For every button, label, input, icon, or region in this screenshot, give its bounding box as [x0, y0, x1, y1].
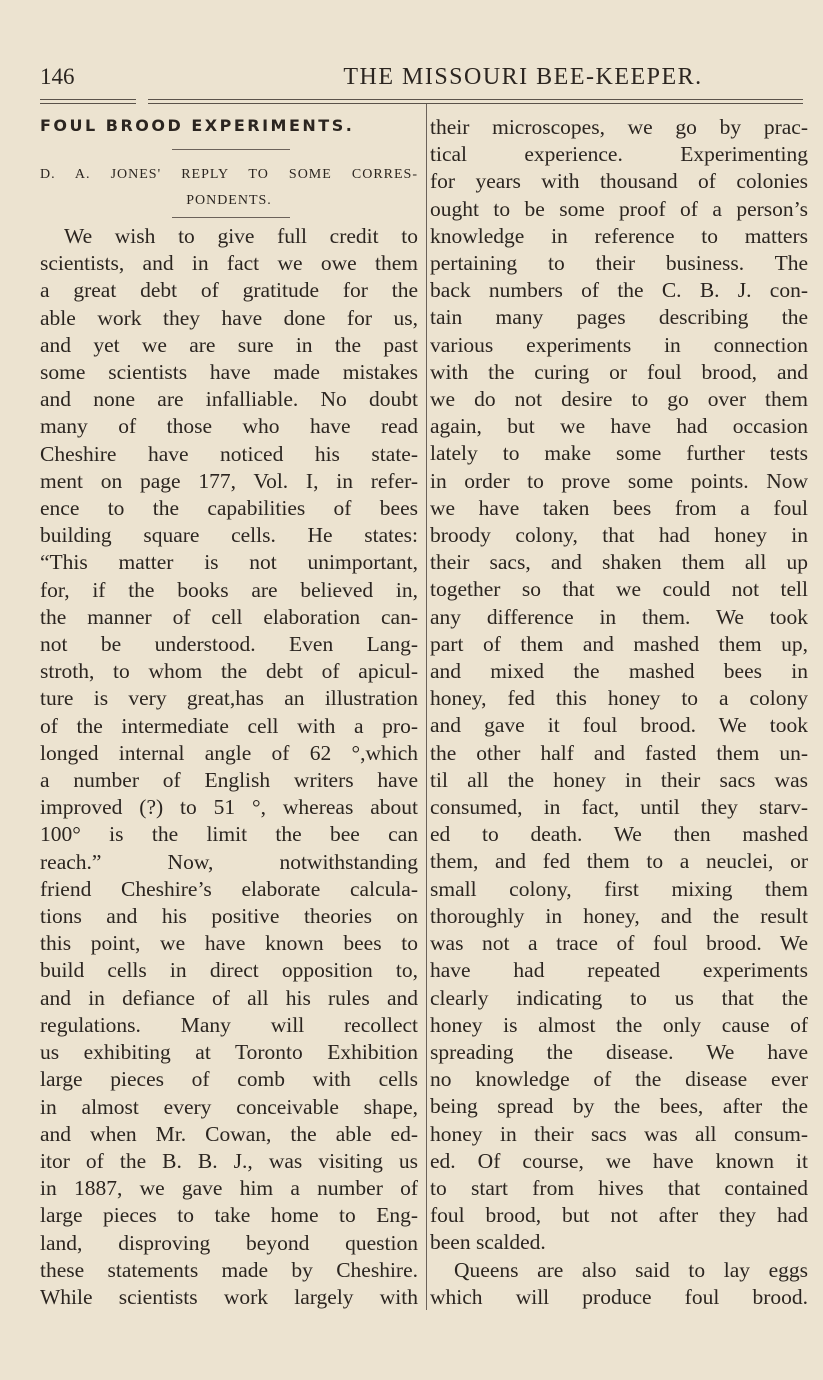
text-line: have had repeated experiments [430, 958, 808, 983]
text-line: ture is very great,has an illustration [40, 686, 418, 711]
text-line: large pieces of comb with cells [40, 1067, 418, 1092]
text-line: their microscopes, we go by prac- [430, 115, 808, 139]
text-line: spreading the disease. We have [430, 1039, 808, 1064]
text-line: tions and his positive theories on [40, 904, 418, 929]
text-line: foul brood, but not after they had [430, 1203, 808, 1228]
text-line: a number of English writers have [40, 768, 418, 793]
text-line: ment on page 177, Vol. I, in refer- [40, 468, 418, 493]
text-line: part of them and mashed them up, [430, 631, 808, 656]
text-line: building square cells. He states: [40, 523, 418, 548]
text-line: thoroughly in honey, and the result [430, 903, 808, 928]
header-rule-top-left [40, 99, 136, 100]
text-line: any difference in them. We took [430, 604, 808, 629]
text-line: for, if the books are believed in, [40, 577, 418, 602]
text-line: for years with thousand of colonies [430, 169, 808, 194]
text-line: no knowledge of the disease ever [430, 1067, 808, 1092]
text-line: able work they have done for us, [40, 305, 418, 330]
page-number: 146 [40, 64, 75, 89]
text-line: ed. Of course, we have known it [430, 1148, 808, 1173]
text-line: regulations. Many will recollect [40, 1012, 418, 1037]
text-line: was not a trace of foul brood. We [430, 931, 808, 956]
text-line: longed internal angle of 62 °,which [40, 740, 418, 765]
text-line: we have taken bees from a foul [430, 495, 808, 520]
text-line: various experiments in connection [430, 332, 808, 357]
text-line: we do not desire to go over them [430, 387, 808, 412]
text-line: the other half and fasted them un- [430, 740, 808, 765]
text-line: broody colony, that had honey in [430, 523, 808, 548]
text-line: clearly indicating to us that the [430, 985, 808, 1010]
text-line: stroth, to whom the debt of apicul- [40, 659, 418, 684]
text-line: with the curing or foul brood, and [430, 359, 808, 384]
text-line: improved (?) to 51 °, whereas about [40, 795, 418, 820]
byline-line-1: D. A. JONES' REPLY TO SOME CORRES- [40, 167, 418, 182]
text-line: We wish to give full credit to [64, 224, 418, 248]
text-line: which will produce foul brood. [430, 1284, 808, 1309]
text-line: and none are infalliable. No doubt [40, 387, 418, 412]
text-line: back numbers of the C. B. J. con- [430, 278, 808, 303]
text-line: a great debt of gratitude for the [40, 278, 418, 303]
text-line: being spread by the bees, after the [430, 1094, 808, 1119]
text-line: these statements made by Cheshire. [40, 1257, 418, 1282]
text-line: Cheshire have noticed his state- [40, 441, 418, 466]
text-line: their sacs, and shaken them all up [430, 550, 808, 575]
text-line: and yet we are sure in the past [40, 332, 418, 357]
text-line: in almost every conceivable shape, [40, 1094, 418, 1119]
left-column [40, 223, 418, 1311]
article-byline [40, 162, 418, 214]
text-line: many of those who have read [40, 414, 418, 439]
header-rule-bottom-right [148, 103, 803, 104]
text-line: us exhibiting at Toronto Exhibition [40, 1040, 418, 1065]
byline-rule [172, 217, 290, 218]
text-line: and gave it foul brood. We took [430, 713, 808, 738]
article-title: FOUL BROOD EXPERIMENTS. [40, 116, 355, 135]
header-rule-top-right [148, 99, 803, 100]
column-divider [426, 104, 427, 1310]
text-line: and when Mr. Cowan, the able ed- [40, 1121, 418, 1146]
text-line: knowledge in reference to matters [430, 223, 808, 248]
text-line: this point, we have known bees to [40, 931, 418, 956]
text-line: consumed, in fact, until they starv- [430, 795, 808, 820]
text-line: tain many pages describing the [430, 305, 808, 330]
text-line: reach.” Now, notwithstanding [40, 849, 418, 874]
text-line: of the intermediate cell with a pro- [40, 713, 418, 738]
text-line: “This matter is not unimportant, [40, 550, 418, 575]
text-line: again, but we have had occasion [430, 414, 808, 439]
text-line: ought to be some proof of a person’s [430, 196, 808, 221]
text-line: ence to the capabilities of bees [40, 496, 418, 521]
text-line: together so that we could not tell [430, 577, 808, 602]
text-line: 100° is the limit the bee can [40, 822, 418, 847]
text-line: honey in their sacs was all consum- [430, 1121, 808, 1146]
text-line: pertaining to their business. The [430, 251, 808, 276]
text-line: to start from hives that contained [430, 1175, 808, 1200]
right-column [430, 114, 808, 1311]
byline-line-2: PONDENTS. [186, 193, 272, 208]
text-line: small colony, first mixing them [430, 876, 808, 901]
text-line: not be understood. Even Lang- [40, 632, 418, 657]
text-line: them, and fed them to a neuclei, or [430, 849, 808, 874]
text-line: and mixed the mashed bees in [430, 659, 808, 684]
text-line: itor of the B. B. J., was visiting us [40, 1148, 418, 1173]
text-line: land, disproving beyond question [40, 1230, 418, 1255]
text-line: While scientists work largely with [40, 1284, 418, 1309]
text-line: in 1887, we gave him a number of [40, 1176, 418, 1201]
text-line: been scalded. [430, 1230, 546, 1255]
title-rule [172, 149, 290, 150]
text-line: the manner of cell elaboration can- [40, 604, 418, 629]
text-line: scientists, and in fact we owe them [40, 251, 418, 276]
text-line: honey, fed this honey to a colony [430, 686, 808, 711]
text-line: ed to death. We then mashed [430, 822, 808, 847]
text-line: in order to prove some points. Now [430, 468, 808, 493]
text-line: and in defiance of all his rules and [40, 985, 418, 1010]
text-line: til all the honey in their sacs was [430, 767, 808, 792]
text-line: Queens are also said to lay eggs [454, 1257, 808, 1282]
text-line: friend Cheshire’s elaborate calcula- [40, 876, 418, 901]
header-rule-bottom-left [40, 103, 136, 104]
running-title: THE MISSOURI BEE-KEEPER. [343, 64, 703, 90]
text-line: tical experience. Experimenting [430, 142, 808, 167]
text-line: some scientists have made mistakes [40, 360, 418, 385]
text-line: lately to make some further tests [430, 441, 808, 466]
page-header [38, 62, 808, 96]
text-line: large pieces to take home to Eng- [40, 1203, 418, 1228]
text-line: honey is almost the only cause of [430, 1012, 808, 1037]
text-line: build cells in direct opposition to, [40, 958, 418, 983]
